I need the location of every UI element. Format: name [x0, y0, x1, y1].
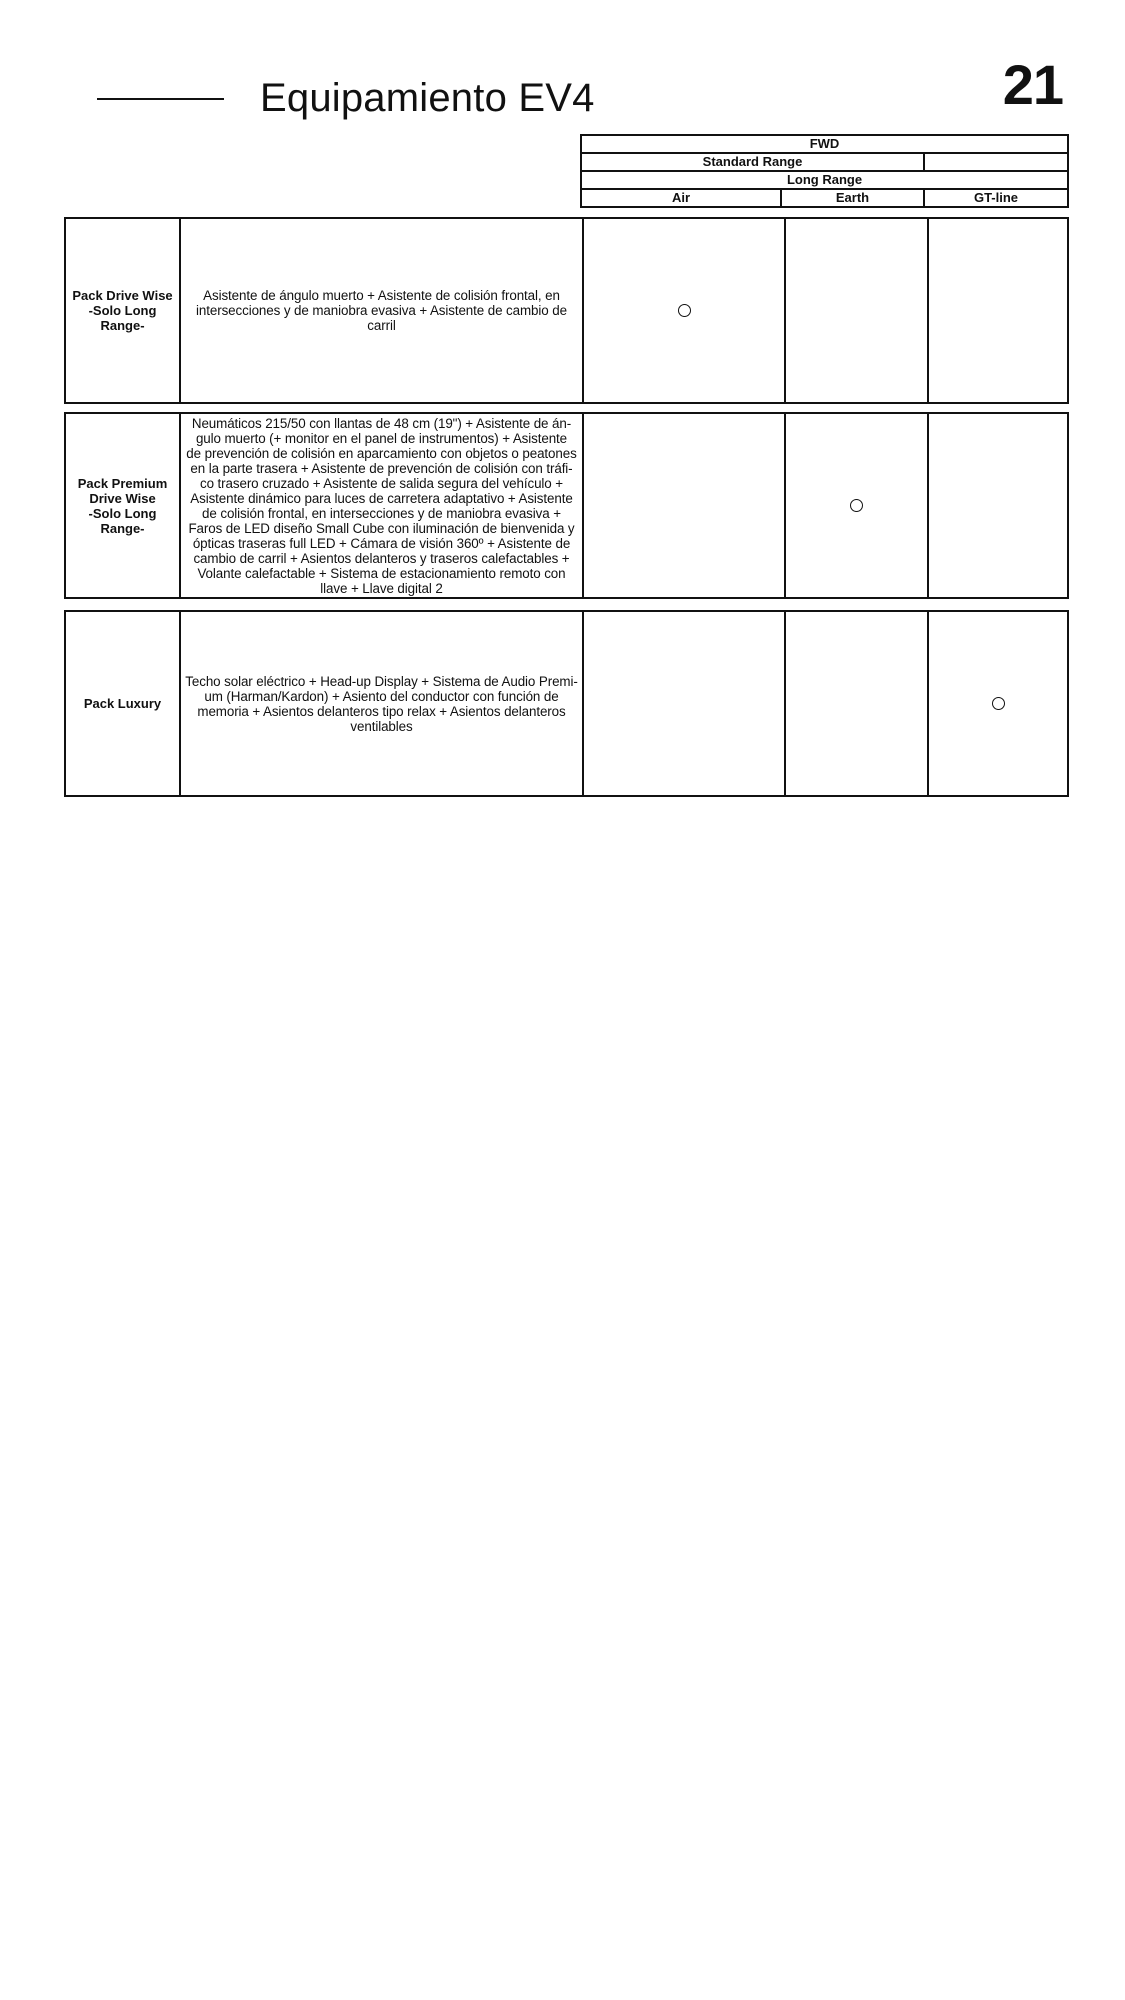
- pack-name-line: Drive Wise: [89, 490, 156, 506]
- availability-earth: [786, 414, 929, 597]
- pack-description-line: ventilables: [350, 718, 413, 734]
- pack-name: [66, 612, 181, 795]
- page-number: 21: [1002, 53, 1063, 116]
- pack-row: [64, 412, 1069, 599]
- availability-air: [584, 219, 786, 402]
- pack-description-line: cambio de carril + Asientos delanteros y traseros calefactables +: [193, 550, 570, 566]
- pack-description: [181, 219, 584, 402]
- availability-air: [584, 612, 786, 795]
- available-circle-icon: [678, 304, 691, 317]
- pack-description-line: carril: [367, 318, 396, 333]
- pack-description-line: Faros de LED diseño Small Cube con iluminación de bienvenida y: [188, 520, 575, 536]
- pack-description-line: en la parte trasera + Asistente de prevención de colisión con tráfi-: [190, 460, 573, 476]
- availability-air: [584, 414, 786, 597]
- pack-name-line: -Solo Long: [88, 505, 157, 521]
- page-title: Equipamiento EV4: [260, 76, 595, 120]
- header-trim-earth: Earth: [781, 189, 924, 207]
- availability-earth: [786, 612, 929, 795]
- header-row-drive: [581, 135, 1068, 153]
- pack-description-line: de colisión frontal, en intersecciones y de maniobra evasiva +: [202, 505, 561, 521]
- header-row-long-range: [581, 171, 1068, 189]
- pack-name-line: Pack Drive Wise: [72, 288, 173, 303]
- pack-name: [66, 219, 181, 402]
- pack-description-line: co trasero cruzado + Asistente de salida segura del vehículo +: [199, 475, 563, 491]
- availability-gt-line: [929, 219, 1067, 402]
- pack-description-line: Asistente dinámico para luces de carretera adaptativo + Asistente: [190, 490, 573, 506]
- pack-description-line: Techo solar eléctrico + Head-up Display + Sistema de Audio Premi-: [185, 673, 578, 689]
- available-circle-icon: [992, 697, 1005, 710]
- pack-description-line: ópticas traseras full LED + Cámara de visión 360º + Asistente de: [192, 535, 571, 551]
- trim-header-grid: [580, 134, 1069, 208]
- pack-name-line: Range-: [100, 318, 145, 333]
- pack-row: [64, 217, 1069, 404]
- pack-description-line: Neumáticos 215/50 con llantas de 48 cm (19") + Asistente de án-: [191, 415, 572, 431]
- pack-description-line: de prevención de colisión en aparcamiento con objetos o peatones: [186, 445, 577, 461]
- header-standard-range-extra: [924, 153, 1068, 171]
- pack-description-line: um (Harman/Kardon) + Asiento del conductor con función de: [204, 688, 559, 704]
- pack-name: [66, 414, 181, 597]
- pack-description: [181, 414, 584, 597]
- header-drive: FWD: [581, 135, 1068, 153]
- pack-description-line: llave + Llave digital 2: [320, 580, 443, 596]
- availability-gt-line: [929, 612, 1067, 795]
- header-trim-gt-line: GT-line: [924, 189, 1068, 207]
- pack-description-line: Asistente de ángulo muerto + Asistente de colisión frontal, en: [203, 288, 560, 303]
- pack-description-line: Volante calefactable + Sistema de estacionamiento remoto con: [197, 565, 566, 581]
- availability-gt-line: [929, 414, 1067, 597]
- pack-description: [181, 612, 584, 795]
- pack-description-line: memoria + Asientos delanteros tipo relax + Asientos delanteros: [197, 703, 566, 719]
- header-trim-air: Air: [581, 189, 781, 207]
- pack-description-line: gulo muerto (+ monitor en el panel de instrumentos) + Asistente: [195, 430, 568, 446]
- header-row-trims: [581, 189, 1068, 207]
- title-rule: [97, 98, 224, 100]
- pack-name-line: -Solo Long: [88, 303, 157, 318]
- header-standard-range: Standard Range: [581, 153, 924, 171]
- header-row-standard-range: [581, 153, 1068, 171]
- pack-row: [64, 610, 1069, 797]
- pack-name-line: Pack Premium: [77, 475, 168, 491]
- available-circle-icon: [850, 499, 863, 512]
- availability-earth: [786, 219, 929, 402]
- header-long-range: Long Range: [581, 171, 1068, 189]
- pack-description-line: intersecciones y de maniobra evasiva + Asistente de cambio de: [196, 303, 567, 318]
- pack-name-line: Range-: [100, 520, 145, 536]
- pack-name-line: Pack Luxury: [83, 696, 162, 711]
